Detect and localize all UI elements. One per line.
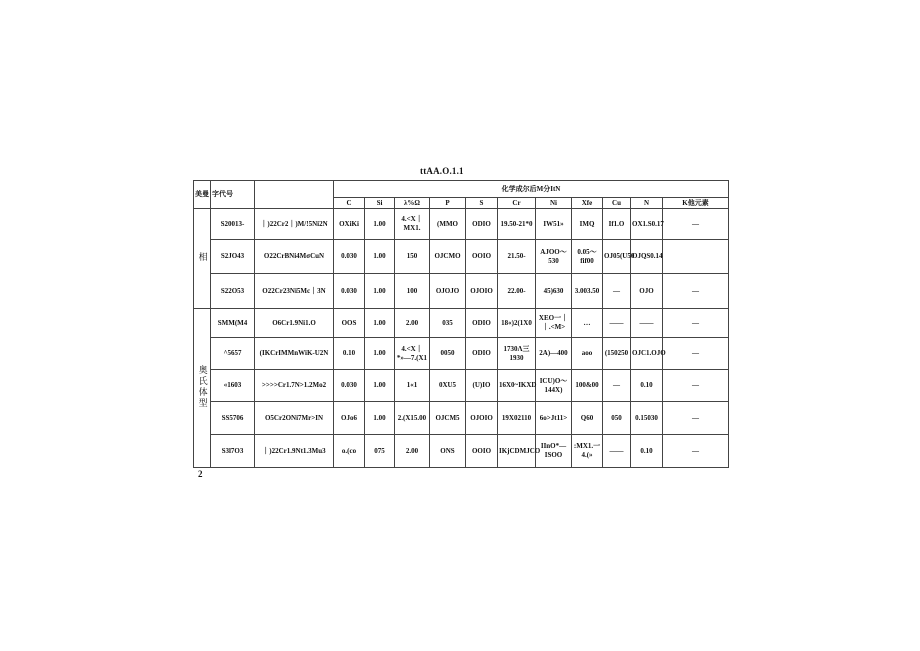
category-header: 美曼 bbox=[194, 181, 211, 209]
cell-cr: 18«)2(1X0 bbox=[498, 309, 536, 338]
cell-si: 1.00 bbox=[365, 338, 395, 370]
table-row bbox=[194, 370, 729, 402]
grade-name: ｜)22Cr1.9Nt1.3Mu3 bbox=[255, 435, 334, 468]
cell-si: 1.00 bbox=[365, 274, 395, 309]
cell-mo: IMQ bbox=[572, 209, 603, 240]
cell-mn: 150 bbox=[395, 240, 430, 274]
cell-ni: ICU)O～144X) bbox=[536, 370, 572, 402]
cell-n: 0.10 bbox=[631, 435, 663, 468]
grade-code: S22O53 bbox=[211, 274, 255, 309]
column-header: Cr bbox=[498, 198, 536, 209]
cell-other: — bbox=[663, 402, 729, 435]
cell-other: — bbox=[663, 338, 729, 370]
cell-ni: IW51» bbox=[536, 209, 572, 240]
cell-c: 0.030 bbox=[334, 370, 365, 402]
cell-cu: — bbox=[603, 370, 631, 402]
cell-mn: 1«1 bbox=[395, 370, 430, 402]
grade-code: SS5706 bbox=[211, 402, 255, 435]
column-header: N bbox=[631, 198, 663, 209]
grade-name: >>>>Cr1.7N>1.2Mo2 bbox=[255, 370, 334, 402]
cell-c: 0.030 bbox=[334, 240, 365, 274]
grade-name: O5Cr2ONi7Mr>IN bbox=[255, 402, 334, 435]
cell-other bbox=[663, 240, 729, 274]
code-header: 字代号 bbox=[211, 181, 255, 209]
table-row bbox=[194, 309, 729, 338]
grade-code: S20013- bbox=[211, 209, 255, 240]
grade-header bbox=[255, 181, 334, 209]
cell-cr: 16X0~IKXD bbox=[498, 370, 536, 402]
cell-mo: :MX1.一4.(» bbox=[572, 435, 603, 468]
column-header: P bbox=[430, 198, 466, 209]
cell-ni: 2A)—400 bbox=[536, 338, 572, 370]
cell-other: — bbox=[663, 209, 729, 240]
cell-n: OX1.S0.17 bbox=[631, 209, 663, 240]
composition-header: 化学成尔后M分ItN bbox=[334, 181, 729, 198]
cell-n: OJQS0.14 bbox=[631, 240, 663, 274]
cell-mo: 0.05～fif00 bbox=[572, 240, 603, 274]
cell-p: 0050 bbox=[430, 338, 466, 370]
cell-mn: 2.(X15.00 bbox=[395, 402, 430, 435]
table-caption: ttAA.O.1.1 bbox=[420, 166, 464, 176]
cell-si: 075 bbox=[365, 435, 395, 468]
cell-mn: 2.00 bbox=[395, 435, 430, 468]
cell-si: 1.00 bbox=[365, 240, 395, 274]
column-header: K他元素 bbox=[663, 198, 729, 209]
cell-p: OJOJO bbox=[430, 274, 466, 309]
table-row bbox=[194, 274, 729, 309]
cell-si: 1.00 bbox=[365, 370, 395, 402]
cell-other: — bbox=[663, 274, 729, 309]
table-row bbox=[194, 338, 729, 370]
table-row bbox=[194, 209, 729, 240]
column-header: Ni bbox=[536, 198, 572, 209]
cell-c: 0.10 bbox=[334, 338, 365, 370]
cell-s: OJOIO bbox=[466, 402, 498, 435]
cell-c: o.(co bbox=[334, 435, 365, 468]
cell-mo: Q60 bbox=[572, 402, 603, 435]
cell-s: ODIO bbox=[466, 309, 498, 338]
cell-p: OJCMO bbox=[430, 240, 466, 274]
cell-c: OOS bbox=[334, 309, 365, 338]
column-header: C bbox=[334, 198, 365, 209]
column-header: Si bbox=[365, 198, 395, 209]
cell-n: 0.10 bbox=[631, 370, 663, 402]
cell-si: 1.00 bbox=[365, 402, 395, 435]
grade-code: S2JO43 bbox=[211, 240, 255, 274]
cell-p: OJCM5 bbox=[430, 402, 466, 435]
cell-cu: (150250 bbox=[603, 338, 631, 370]
cell-s: OOIO bbox=[466, 240, 498, 274]
composition-table bbox=[193, 180, 729, 468]
cell-cu: If1.O bbox=[603, 209, 631, 240]
cell-mo: … bbox=[572, 309, 603, 338]
cell-other: — bbox=[663, 435, 729, 468]
cell-p: 035 bbox=[430, 309, 466, 338]
grade-name: O22Cr23Ni5Mc｜3N bbox=[255, 274, 334, 309]
cell-c: OJo6 bbox=[334, 402, 365, 435]
cell-p: 0XU5 bbox=[430, 370, 466, 402]
cell-si: 1.00 bbox=[365, 309, 395, 338]
grade-name: (IKCrIMMnWiK-U2N bbox=[255, 338, 334, 370]
cell-cu: — bbox=[603, 274, 631, 309]
cell-n: OJC1.OJO bbox=[631, 338, 663, 370]
cell-mn: 2.00 bbox=[395, 309, 430, 338]
grade-code: «1603 bbox=[211, 370, 255, 402]
group-label: 奥氏体型 bbox=[194, 309, 211, 468]
cell-ni: IInO*—ISOO bbox=[536, 435, 572, 468]
cell-n: 0.15030 bbox=[631, 402, 663, 435]
cell-ni: 45)630 bbox=[536, 274, 572, 309]
cell-s: ODIO bbox=[466, 338, 498, 370]
cell-mn: 100 bbox=[395, 274, 430, 309]
grade-name: O6Cr1.9Ni1.O bbox=[255, 309, 334, 338]
cell-cr: 1730Λ三1930 bbox=[498, 338, 536, 370]
cell-cu: —— bbox=[603, 309, 631, 338]
cell-other: — bbox=[663, 309, 729, 338]
cell-other: — bbox=[663, 370, 729, 402]
grade-code: ^5657 bbox=[211, 338, 255, 370]
cell-ni: AJOO～530 bbox=[536, 240, 572, 274]
cell-mo: 3.003.50 bbox=[572, 274, 603, 309]
cell-mn: 4.<X｜*»—7.(X1 bbox=[395, 338, 430, 370]
cell-c: OXiKi bbox=[334, 209, 365, 240]
cell-cu: OJ05(U50 bbox=[603, 240, 631, 274]
grade-code: S3l7O3 bbox=[211, 435, 255, 468]
cell-s: OJOIO bbox=[466, 274, 498, 309]
cell-s: OOIO bbox=[466, 435, 498, 468]
cell-cr: 19X02110 bbox=[498, 402, 536, 435]
cell-p: ONS bbox=[430, 435, 466, 468]
grade-name: ｜)22Cr2｜)M/!5Ni2N bbox=[255, 209, 334, 240]
cell-p: (MMO bbox=[430, 209, 466, 240]
cell-cr: 21.50- bbox=[498, 240, 536, 274]
cell-cr: 19.50-21*0 bbox=[498, 209, 536, 240]
cell-mn: 4.<X｜MX1. bbox=[395, 209, 430, 240]
cell-n: OJO bbox=[631, 274, 663, 309]
cell-cr: IKjCDMJCO bbox=[498, 435, 536, 468]
cell-mo: aoo bbox=[572, 338, 603, 370]
cell-ni: 6o>Jt11> bbox=[536, 402, 572, 435]
column-header: Cu bbox=[603, 198, 631, 209]
cell-mo: 100&00 bbox=[572, 370, 603, 402]
page-number: 2 bbox=[198, 469, 203, 479]
grade-name: O22CrBNi4MσCuN bbox=[255, 240, 334, 274]
cell-cu: —— bbox=[603, 435, 631, 468]
column-header: S bbox=[466, 198, 498, 209]
cell-s: ODIO bbox=[466, 209, 498, 240]
cell-ni: XEO一｜｜.<M> bbox=[536, 309, 572, 338]
grade-code: SMM(M4 bbox=[211, 309, 255, 338]
table-row bbox=[194, 240, 729, 274]
column-header: λ%Ω bbox=[395, 198, 430, 209]
cell-si: 1.00 bbox=[365, 209, 395, 240]
cell-cr: 22.00- bbox=[498, 274, 536, 309]
group-label: 相 bbox=[194, 209, 211, 309]
table-row bbox=[194, 402, 729, 435]
column-header: Xfe bbox=[572, 198, 603, 209]
cell-s: (U)IO bbox=[466, 370, 498, 402]
cell-cu: 050 bbox=[603, 402, 631, 435]
table-row bbox=[194, 435, 729, 468]
cell-n: —— bbox=[631, 309, 663, 338]
cell-c: 0.030 bbox=[334, 274, 365, 309]
